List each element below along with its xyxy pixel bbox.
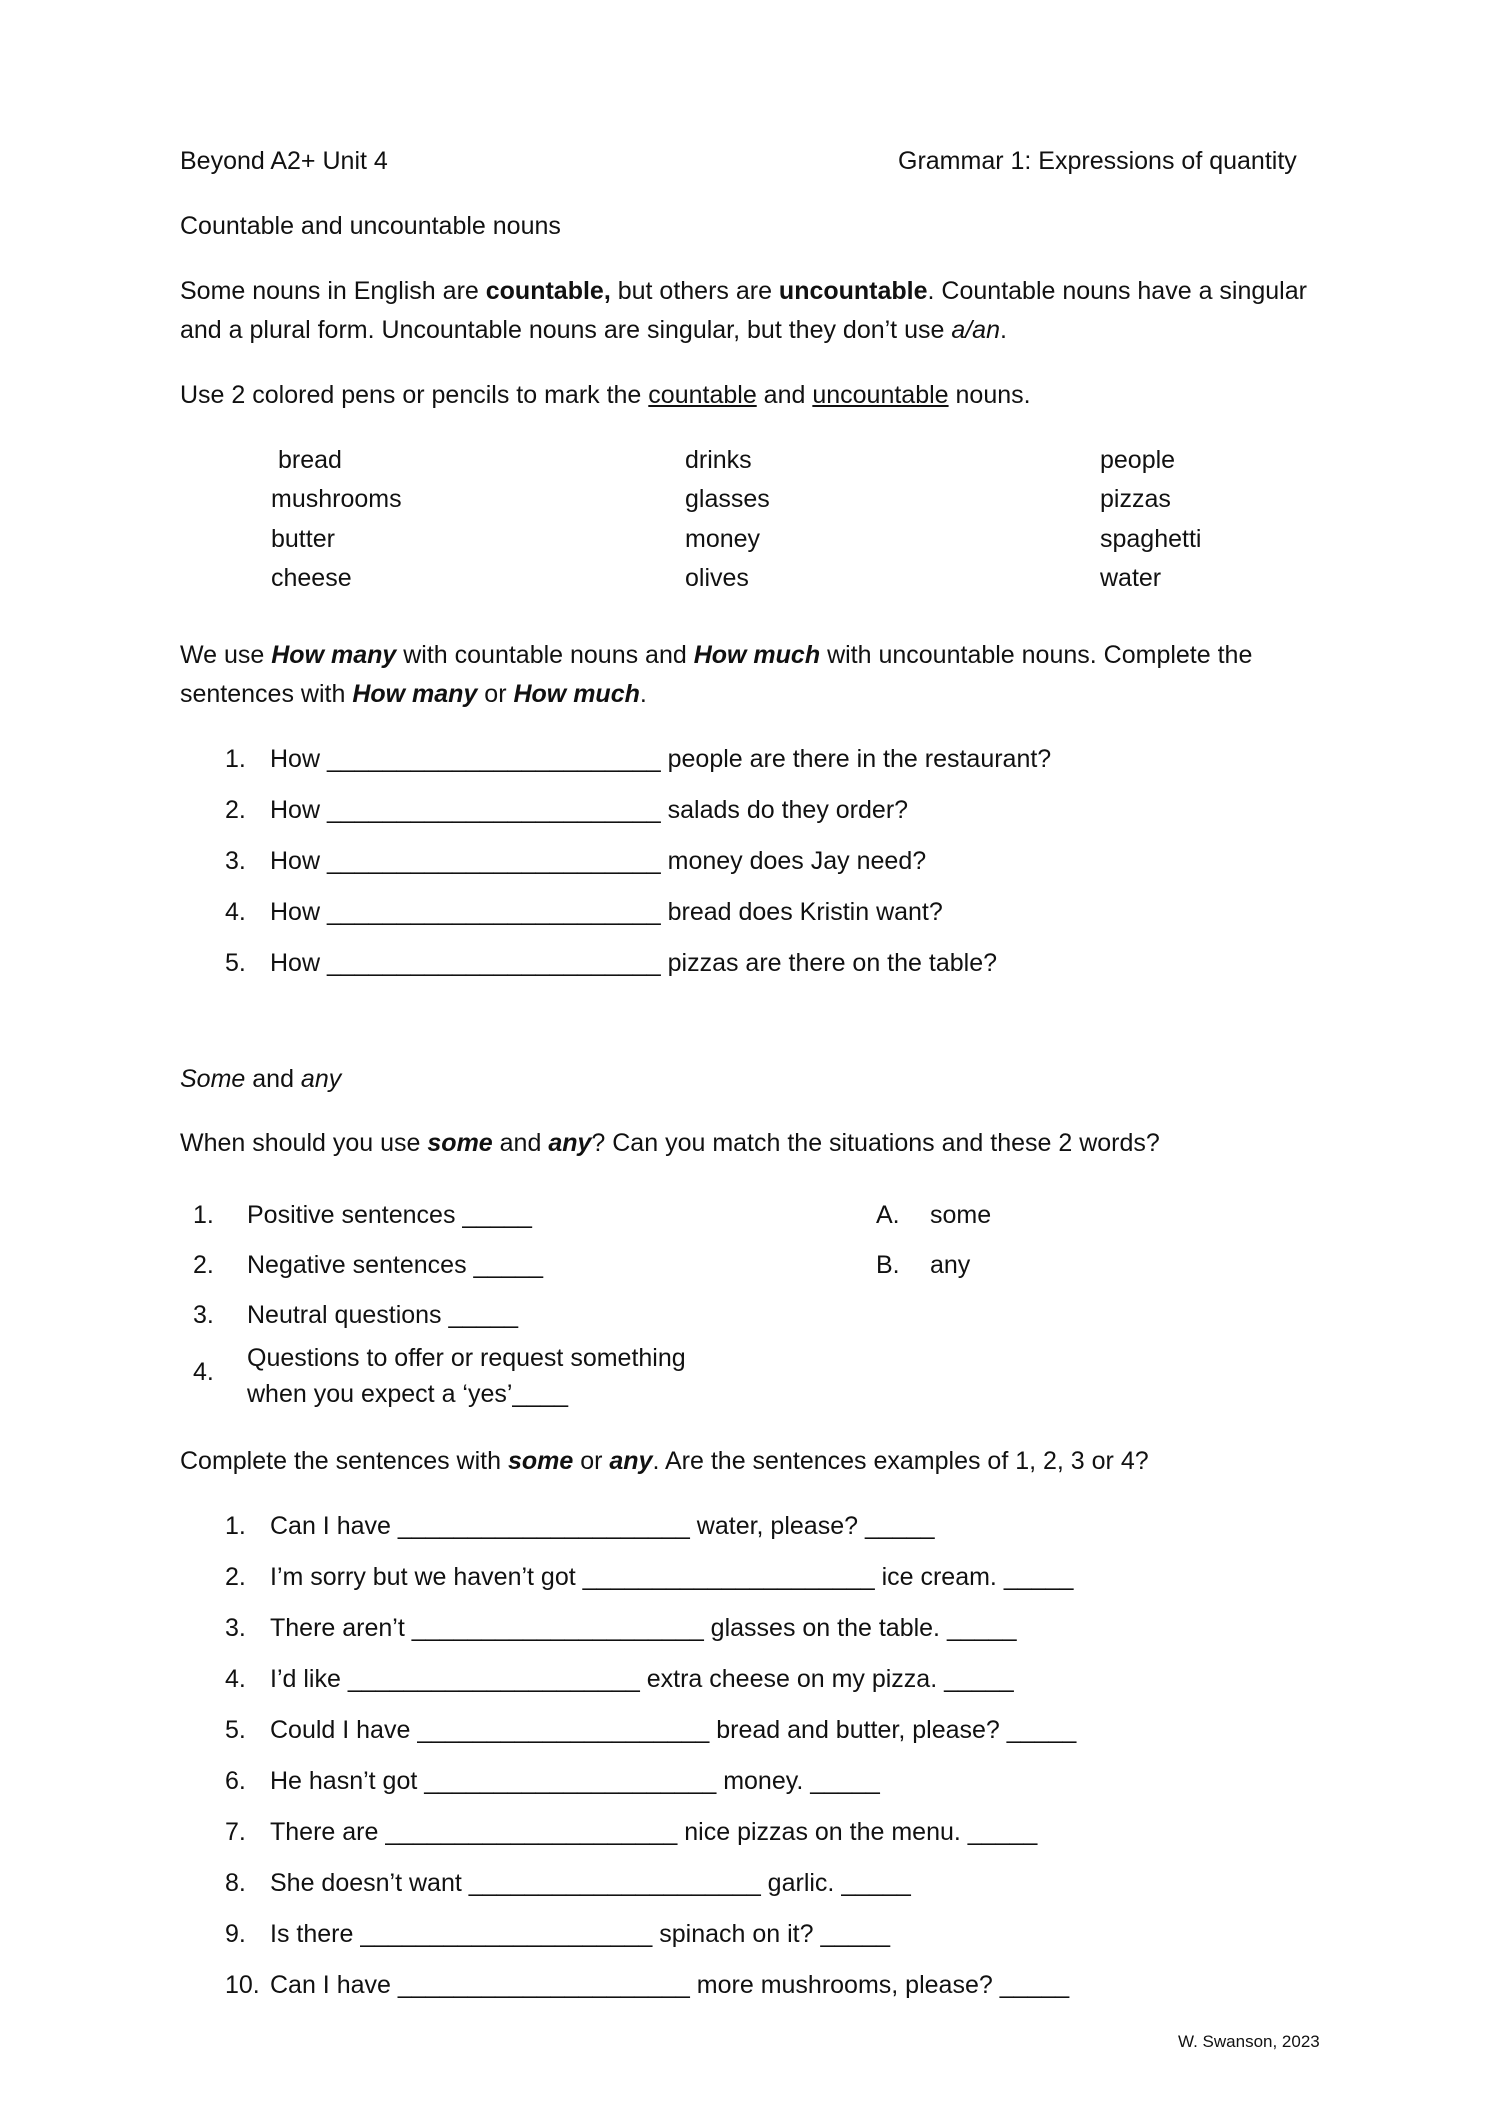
exercise-item: 3. How ________________________ money does Jay need? [225, 847, 927, 875]
exercise-item: 7. There are _____________________ nice pizzas on the menu. _____ [225, 1818, 1038, 1846]
exercise-item: 1. Can I have _____________________ water, please? _____ [225, 1512, 935, 1540]
situation-item: 1. Positive sentences _____ [193, 1201, 532, 1229]
answer-blank[interactable]: ________________________ [326, 847, 661, 875]
exercise-item: 5. Could I have _____________________ bread and butter, please? _____ [225, 1716, 1077, 1744]
intro-line-1: Some nouns in English are countable, but others are uncountable. Countable nouns have a singular [180, 277, 1307, 305]
exercise-item: 9. Is there _____________________ spinach on it? _____ [225, 1920, 890, 1948]
matching-question: When should you use some and any? Can you match the situations and these 2 words? [180, 1129, 1160, 1157]
noun-item: people [1100, 446, 1176, 474]
answer-blank[interactable]: _____________________ [347, 1665, 640, 1693]
noun-item: butter [271, 525, 335, 553]
answer-blank[interactable]: ________________________ [326, 949, 661, 977]
answer-blank[interactable]: _____________________ [424, 1767, 717, 1795]
answer-blank[interactable]: _____________________ [582, 1563, 875, 1591]
exercise-item: 2. I’m sorry but we haven’t got _____________________ ice cream. _____ [225, 1563, 1074, 1591]
noun-item: spaghetti [1100, 525, 1202, 553]
answer-blank[interactable]: _____________________ [411, 1614, 704, 1642]
answer-blank[interactable]: _____________________ [397, 1512, 690, 1540]
noun-item: glasses [685, 485, 770, 513]
exercise-item: 8. She doesn’t want _____________________ garlic. _____ [225, 1869, 911, 1897]
option-item: B. any [876, 1251, 971, 1279]
noun-item: money [685, 525, 761, 553]
exercise-item: 5. How ________________________ pizzas are there on the table? [225, 949, 997, 977]
intro-line-2: and a plural form. Uncountable nouns are singular, but they don’t use a/an. [180, 316, 1007, 344]
header-right: Grammar 1: Expressions of quantity [898, 147, 1297, 175]
answer-blank[interactable]: _____________________ [417, 1716, 710, 1744]
exercise-item: 4. I’d like _____________________ extra cheese on my pizza. _____ [225, 1665, 1014, 1693]
answer-blank[interactable]: _____________________ [385, 1818, 678, 1846]
exercise-item: 2. How ________________________ salads do they order? [225, 796, 909, 824]
answer-blank[interactable]: ________________________ [326, 745, 661, 773]
situation-item: 2. Negative sentences _____ [193, 1251, 544, 1279]
exercise-item: 6. He hasn’t got _____________________ money. _____ [225, 1767, 880, 1795]
answer-blank[interactable]: ________________________ [326, 898, 661, 926]
marking-instruction: Use 2 colored pens or pencils to mark the countable and uncountable nouns. [180, 381, 1031, 409]
noun-item: water [1100, 564, 1162, 592]
header-left: Beyond A2+ Unit 4 [180, 147, 388, 175]
exercise-item: 3. There aren’t _____________________ glasses on the table. _____ [225, 1614, 1017, 1642]
exercise-item: 10. Can I have _____________________ more mushrooms, please? _____ [225, 1971, 1070, 1999]
answer-blank[interactable]: _____________________ [397, 1971, 690, 1999]
noun-item: drinks [685, 446, 752, 474]
noun-item: olives [685, 564, 749, 592]
situation-number: 4. [193, 1358, 214, 1386]
how-instruction-line-1: We use How many with countable nouns and How much with uncountable nouns. Complete the [180, 641, 1253, 669]
how-instruction-line-2: sentences with How many or How much. [180, 680, 647, 708]
situation-item: 3. Neutral questions _____ [193, 1301, 519, 1329]
situation-text: when you expect a ‘yes’____ [247, 1380, 569, 1408]
answer-blank[interactable]: _____________________ [468, 1869, 761, 1897]
noun-item: bread [278, 446, 342, 474]
answer-blank[interactable]: _____________________ [360, 1920, 653, 1948]
situation-text: Questions to offer or request something [247, 1344, 686, 1372]
noun-item: pizzas [1100, 485, 1171, 513]
noun-item: mushrooms [271, 485, 402, 513]
section-title-countable: Countable and uncountable nouns [180, 212, 561, 240]
complete-instruction: Complete the sentences with some or any. Are the sentences examples of 1, 2, 3 or 4? [180, 1447, 1149, 1475]
option-item: A. some [876, 1201, 992, 1229]
noun-item: cheese [271, 564, 352, 592]
answer-blank[interactable]: ________________________ [326, 796, 661, 824]
exercise-item: 4. How ________________________ bread does Kristin want? [225, 898, 943, 926]
section-title-some-any: Some and any [180, 1065, 342, 1093]
exercise-item: 1. How ________________________ people are there in the restaurant? [225, 745, 1052, 773]
author-credit: W. Swanson, 2023 [1178, 2032, 1320, 2051]
